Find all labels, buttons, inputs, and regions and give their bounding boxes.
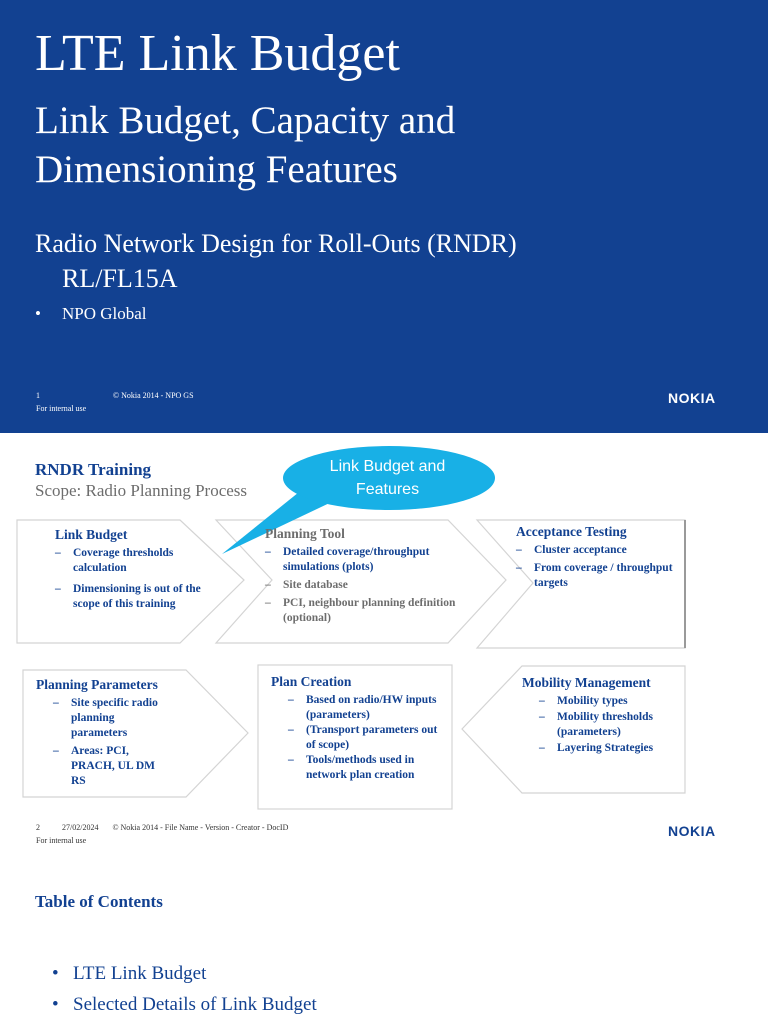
bullet-icon: • <box>52 963 59 984</box>
list-item: – Detailed coverage/throughput simulations (plots) <box>265 545 465 575</box>
callout-line-1: Link Budget and <box>329 458 446 475</box>
list-item: – From coverage / throughput targets <box>516 561 676 591</box>
callout-line-2: Features <box>355 481 420 498</box>
title-slide <box>0 0 768 433</box>
course-name: Radio Network Design for Roll-Outs (RNDR) <box>35 229 517 258</box>
footer-internal-use: For internal use <box>36 836 87 845</box>
list-item: – Layering Strategies <box>539 741 682 756</box>
slide-title: Table of Contents <box>35 892 163 911</box>
box-list <box>265 545 465 626</box>
box-title: Planning Parameters <box>36 677 158 692</box>
box-title: Planning Tool <box>265 526 345 541</box>
list-item: – Site database <box>265 578 465 593</box>
list-item: – Site specific radio planning parameters <box>53 696 171 741</box>
mobility-management-box <box>522 675 682 762</box>
bullet-icon: • <box>52 994 59 1015</box>
planning-tool-box <box>265 526 465 629</box>
organization-bullet <box>35 303 147 325</box>
process-slide <box>0 433 768 853</box>
acceptance-testing-box <box>516 524 676 597</box>
footer-copyright: © Nokia 2014 - NPO GS <box>113 391 194 400</box>
list-item: – Areas: PCI, PRACH, UL DM RS <box>53 744 171 789</box>
list-item: – Coverage thresholds calculation <box>55 546 215 576</box>
list-item: – Based on radio/HW inputs (parameters) <box>288 693 446 723</box>
list-item: – Cluster acceptance <box>516 543 676 558</box>
link-budget-box <box>55 527 215 618</box>
box-list <box>53 696 186 789</box>
toc-item <box>52 958 317 989</box>
footer-internal-use: For internal use <box>36 404 87 413</box>
footer-date: 27/02/2024 <box>62 823 99 832</box>
box-title: Acceptance Testing <box>516 524 627 539</box>
slide-scope: Scope: Radio Planning Process <box>35 481 248 500</box>
box-title: Mobility Management <box>522 675 651 690</box>
subtitle-line-2: Dimensioning Features <box>35 148 398 191</box>
box-title: Link Budget <box>55 527 128 542</box>
planning-parameters-box <box>36 677 186 795</box>
bullet-icon: • <box>35 304 41 323</box>
list-item: – (Transport parameters out of scope) <box>288 723 446 753</box>
toc-item-label: Selected Details of Link Budget <box>73 994 317 1015</box>
toc-slide <box>0 853 768 1024</box>
box-list <box>55 546 215 612</box>
nokia-logo: NOKIA <box>668 390 716 406</box>
slide-subtitle <box>35 96 735 194</box>
footer-meta: © Nokia 2014 - File Name - Version - Creator - DocID <box>112 823 289 832</box>
slide-footer <box>36 823 288 833</box>
toc-item <box>52 989 317 1020</box>
subtitle-line-1: Link Budget, Capacity and <box>35 99 456 142</box>
list-item: – Mobility thresholds (parameters) <box>539 710 682 740</box>
list-item: – Mobility types <box>539 694 682 709</box>
callout-label <box>300 455 475 501</box>
box-list <box>539 694 682 756</box>
box-list <box>288 693 446 783</box>
list-item: – PCI, neighbour planning definition (optional) <box>265 596 465 626</box>
plan-creation-box <box>271 674 446 783</box>
course-release: RL/FL15A <box>62 264 178 293</box>
list-item: – Dimensioning is out of the scope of this training <box>55 582 215 612</box>
toc-item-label: LTE Link Budget <box>73 963 207 984</box>
slide-title: RNDR Training <box>35 460 152 479</box>
toc-list <box>52 958 317 1020</box>
list-item: – Tools/methods used in network plan creation <box>288 753 446 783</box>
slide-title: LTE Link Budget <box>35 25 400 82</box>
organization-name: NPO Global <box>62 304 147 323</box>
slide-number: 1 <box>36 391 40 400</box>
box-list <box>516 543 676 591</box>
nokia-logo: NOKIA <box>668 823 716 839</box>
box-title: Plan Creation <box>271 674 352 689</box>
slide-number: 2 <box>36 823 40 832</box>
